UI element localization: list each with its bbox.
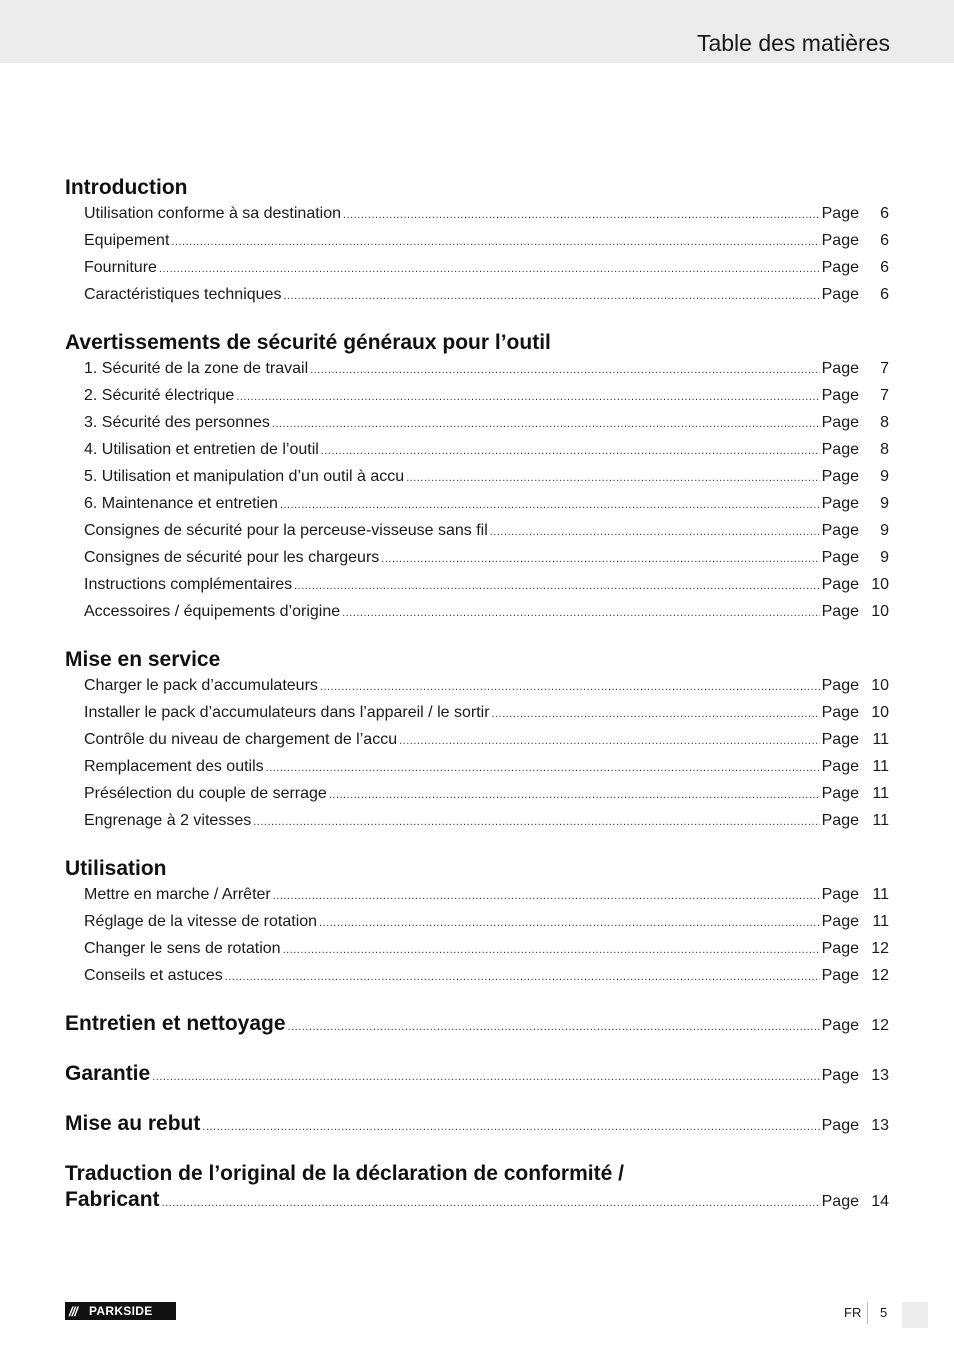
- entry-label: Fourniture: [84, 259, 157, 276]
- page-word: Page: [821, 886, 859, 903]
- dot-leader: [399, 729, 820, 754]
- entry-label: Mise au rebut: [65, 1112, 201, 1135]
- page-number: 12: [871, 967, 889, 984]
- page-word: Page: [821, 758, 859, 775]
- entry-label-line2: Fabricant: [65, 1188, 160, 1211]
- logo-brand: PARKSIDE: [89, 1304, 153, 1318]
- entry-label: Instructions complémentaires: [84, 576, 293, 593]
- dot-leader: [152, 1064, 819, 1090]
- toc-entry[interactable]: [65, 545, 889, 572]
- entry-label: Installer le pack d’accumulateurs dans l’appareil / le sortir: [84, 704, 490, 721]
- page-word: Page: [821, 468, 859, 485]
- entry-label: Contrôle du niveau de chargement de l’accu: [84, 731, 398, 748]
- parkside-logo: [65, 1302, 176, 1320]
- page-number: 11: [872, 886, 889, 903]
- dot-leader: [319, 911, 820, 936]
- page-word: Page: [821, 785, 859, 802]
- page-number: 8: [880, 441, 889, 458]
- toc-entry[interactable]: [65, 464, 889, 491]
- page-word: Page: [821, 576, 859, 593]
- page-number: 8: [880, 414, 889, 431]
- page-number: 14: [871, 1193, 889, 1210]
- page-number: 12: [871, 940, 889, 957]
- section-heading: Introduction: [65, 176, 188, 199]
- toc-section-safety: [65, 330, 889, 626]
- page-number: 11: [872, 758, 889, 775]
- page-word: Page: [821, 495, 859, 512]
- section-heading: Mise en service: [65, 648, 221, 671]
- logo-stripes: ///: [69, 1303, 77, 1319]
- page-number: 10: [871, 704, 889, 721]
- entry-label: Conseils et astuces: [84, 967, 223, 984]
- toc-entry[interactable]: [65, 909, 889, 936]
- toc-entry[interactable]: [65, 808, 889, 835]
- dot-leader: [294, 574, 820, 599]
- page-word: Page: [821, 414, 859, 431]
- entry-label: 2. Sécurité électrique: [84, 387, 235, 404]
- section-heading: Utilisation: [65, 857, 167, 880]
- page-number: 13: [871, 1117, 889, 1134]
- dot-leader: [171, 230, 819, 255]
- dot-leader: [162, 1190, 820, 1216]
- entry-label: Entretien et nettoyage: [65, 1012, 286, 1035]
- toc-entry[interactable]: [65, 673, 889, 700]
- dot-leader: [236, 385, 819, 410]
- entry-label: Présélection du couple de serrage: [84, 785, 327, 802]
- entry-row: [65, 1187, 889, 1216]
- entry-label: 1. Sécurité de la zone de travail: [84, 360, 309, 377]
- entry-label: Consignes de sécurité pour la perceuse-visseuse sans fil: [84, 522, 488, 539]
- toc-entry[interactable]: [65, 383, 889, 410]
- toc-entry[interactable]: [65, 437, 889, 464]
- dot-leader: [253, 810, 819, 835]
- page-word: Page: [821, 205, 859, 222]
- page-word: Page: [821, 967, 859, 984]
- toc-entry[interactable]: [65, 599, 889, 626]
- toc-section-introduction: [65, 175, 889, 309]
- entry-label: Charger le pack d’accumulateurs: [84, 677, 318, 694]
- toc-entry[interactable]: [65, 882, 889, 909]
- dot-leader: [490, 520, 820, 545]
- header-band: [0, 0, 954, 63]
- toc-entry[interactable]: [65, 781, 889, 808]
- dot-leader: [329, 783, 820, 808]
- entry-label: Equipement: [84, 232, 170, 249]
- dot-leader: [159, 257, 820, 282]
- page-number: 10: [871, 603, 889, 620]
- entry-label-line1: Traduction de l’original de la déclaration de conformité /: [65, 1162, 624, 1185]
- toc-entry[interactable]: [65, 936, 889, 963]
- toc-entry[interactable]: [65, 727, 889, 754]
- page-word: Page: [821, 1017, 859, 1034]
- entry-label: Garantie: [65, 1062, 151, 1085]
- entry-label: Utilisation conforme à sa destination: [84, 205, 342, 222]
- page-word: Page: [821, 677, 859, 694]
- footer-corner-box: [902, 1302, 928, 1328]
- page-number: 7: [880, 360, 889, 377]
- toc-entry[interactable]: [65, 410, 889, 437]
- entry-label: 3. Sécurité des personnes: [84, 414, 270, 431]
- dot-leader: [320, 675, 820, 700]
- page-word: Page: [821, 259, 859, 276]
- dot-leader: [272, 412, 820, 437]
- page-word: Page: [821, 360, 859, 377]
- dot-leader: [202, 1114, 819, 1140]
- dot-leader: [288, 1014, 820, 1040]
- toc-entry[interactable]: [65, 700, 889, 727]
- toc-declaration-entry[interactable]: [65, 1161, 889, 1216]
- dot-leader: [343, 203, 820, 228]
- page-word: Page: [821, 603, 859, 620]
- language-code: FR: [844, 1305, 862, 1320]
- dot-leader: [381, 547, 819, 572]
- dot-leader: [406, 466, 819, 491]
- page-number: 9: [880, 522, 889, 539]
- entry-label: 6. Maintenance et entretien: [84, 495, 278, 512]
- dot-leader: [283, 284, 819, 309]
- page-word: Page: [821, 549, 859, 566]
- entry-label: Accessoires / équipements d’origine: [84, 603, 341, 620]
- dot-leader: [225, 965, 820, 990]
- page-number: 6: [880, 232, 889, 249]
- toc-entry[interactable]: [65, 356, 889, 383]
- toc-section-setup: [65, 647, 889, 835]
- page-number: 10: [871, 576, 889, 593]
- page-number: 9: [880, 549, 889, 566]
- page-number: 13: [871, 1067, 889, 1084]
- toc-heading-entry[interactable]: [65, 1111, 889, 1140]
- page-word: Page: [821, 232, 859, 249]
- dot-leader: [273, 884, 820, 909]
- toc-entry[interactable]: [65, 201, 889, 228]
- page-word: Page: [821, 731, 859, 748]
- entry-label: Changer le sens de rotation: [84, 940, 281, 957]
- entry-label: 4. Utilisation et entretien de l’outil: [84, 441, 319, 458]
- dot-leader: [283, 938, 820, 963]
- page-number: 12: [871, 1017, 889, 1034]
- page-number: 6: [880, 286, 889, 303]
- entry-label: Mettre en marche / Arrêter: [84, 886, 271, 903]
- dot-leader: [321, 439, 820, 464]
- page-word: Page: [821, 1067, 859, 1084]
- page-number: 7: [880, 387, 889, 404]
- toc-section-usage: [65, 856, 889, 990]
- toc-heading-entry[interactable]: [65, 1011, 889, 1040]
- entry-label: Consignes de sécurité pour les chargeurs: [84, 549, 380, 566]
- toc-entry[interactable]: [65, 282, 889, 309]
- page-word: Page: [821, 940, 859, 957]
- page-number: 6: [880, 205, 889, 222]
- toc-entry[interactable]: [65, 572, 889, 599]
- toc-entry[interactable]: [65, 963, 889, 990]
- page-word: Page: [821, 1117, 859, 1134]
- page-number: 10: [871, 677, 889, 694]
- page-number: 11: [872, 731, 889, 748]
- toc-entry[interactable]: [65, 491, 889, 518]
- page-number: 11: [872, 812, 889, 829]
- footer-divider: [867, 1302, 868, 1324]
- dot-leader: [266, 756, 820, 781]
- toc-entry[interactable]: [65, 754, 889, 781]
- page-number: 6: [880, 259, 889, 276]
- section-heading: Avertissements de sécurité généraux pour l’outil: [65, 331, 551, 354]
- entry-label: Engrenage à 2 vitesses: [84, 812, 252, 829]
- page-word: Page: [821, 704, 859, 721]
- toc-entry[interactable]: [65, 228, 889, 255]
- entry-label: Réglage de la vitesse de rotation: [84, 913, 318, 930]
- page-word: Page: [821, 387, 859, 404]
- entry-label: 5. Utilisation et manipulation d’un outil à accu: [84, 468, 405, 485]
- page-number: 11: [872, 785, 889, 802]
- dot-leader: [342, 601, 819, 626]
- toc-entry[interactable]: [65, 255, 889, 282]
- page-number: 9: [880, 495, 889, 512]
- table-of-contents: [65, 175, 889, 1237]
- entry-label: Remplacement des outils: [84, 758, 264, 775]
- page-word: Page: [821, 812, 859, 829]
- footer-page-number: 5: [880, 1305, 888, 1320]
- page-word: Page: [821, 913, 859, 930]
- toc-heading-entry[interactable]: [65, 1061, 889, 1090]
- page-word: Page: [821, 522, 859, 539]
- toc-entry[interactable]: [65, 518, 889, 545]
- page-number: 11: [872, 913, 889, 930]
- dot-leader: [280, 493, 820, 518]
- entry-label: Caractéristiques techniques: [84, 286, 282, 303]
- page-word: Page: [821, 286, 859, 303]
- dot-leader: [310, 358, 819, 383]
- page-word: Page: [821, 441, 859, 458]
- dot-leader: [492, 702, 820, 727]
- page-number: 9: [880, 468, 889, 485]
- page-title: Table des matières: [696, 30, 890, 56]
- page-word: Page: [821, 1193, 859, 1210]
